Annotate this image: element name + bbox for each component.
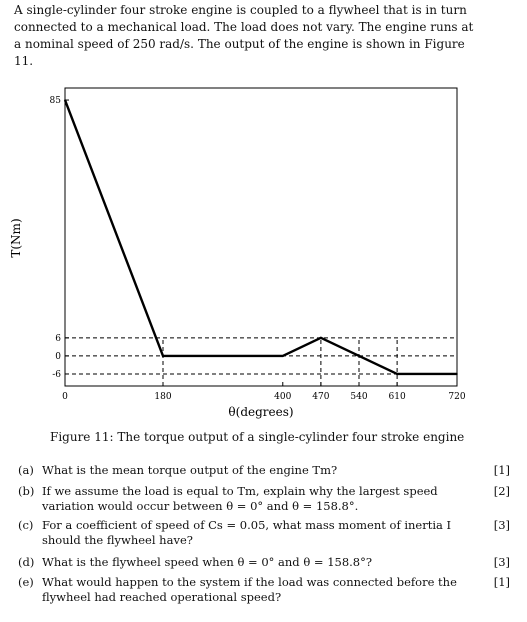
- plot-frame: [65, 88, 457, 386]
- question-marks: [2]: [493, 484, 510, 498]
- x-tick-label: 720: [448, 392, 466, 402]
- x-tick-label: 540: [350, 392, 368, 402]
- data-point: [64, 99, 66, 101]
- question-text: What is the mean torque output of the engine Tm?: [42, 463, 338, 477]
- data-point: [282, 355, 284, 357]
- x-tick-label: 180: [154, 392, 172, 402]
- question-text: If we assume the load is equal to Tm, explain why the largest speed variation would occur between θ = 0° and θ = 158.8°.: [42, 484, 438, 513]
- x-tick-label: 610: [388, 392, 406, 402]
- x-tick-label: 470: [312, 392, 330, 402]
- question-marks: [1]: [493, 575, 510, 589]
- reference-lines: [65, 338, 457, 386]
- question-text: What is the flywheel speed when θ = 0° and θ = 158.8°?: [42, 555, 373, 569]
- question-label: (a): [18, 463, 34, 477]
- question-label: (e): [18, 575, 34, 589]
- question-marks: [1]: [493, 463, 510, 477]
- torque-series-line: [65, 100, 457, 374]
- data-point: [320, 337, 322, 339]
- x-tick-label: 400: [274, 392, 292, 402]
- y-axis-label: T(Nm): [9, 218, 23, 258]
- problem-statement: A single-cylinder four stroke engine is coupled to a flywheel that is in turn connected to a mechanical load. The load does not vary. The engine runs at a nominal speed of 250 rad/s. The output of the engine is shown in Figure 11.: [14, 3, 474, 68]
- figure-caption: Figure 11: The torque output of a single-cylinder four stroke engine: [50, 430, 465, 444]
- x-tick-label: 0: [62, 392, 68, 402]
- question-label: (c): [18, 518, 34, 532]
- data-point: [456, 373, 458, 375]
- data-point: [162, 355, 164, 357]
- question-text: What would happen to the system if the load was connected before the flywheel had reached operational speed?: [42, 575, 457, 604]
- question-text: For a coefficient of speed of Cs = 0.05, what mass moment of inertia I should the flywheel have?: [42, 518, 452, 547]
- y-tick-label: 6: [55, 333, 61, 344]
- data-point: [396, 373, 398, 375]
- y-tick-label: -6: [52, 369, 61, 380]
- y-tick-label: 0: [55, 351, 61, 362]
- y-tick-label: 85: [49, 96, 61, 107]
- torque-chart: [0, 80, 527, 425]
- question-label: (b): [18, 484, 35, 498]
- question-label: (d): [18, 555, 35, 569]
- question-marks: [3]: [493, 555, 510, 569]
- x-axis-label: θ(degrees): [228, 405, 294, 419]
- series-group: [64, 99, 458, 375]
- question-marks: [3]: [493, 518, 510, 532]
